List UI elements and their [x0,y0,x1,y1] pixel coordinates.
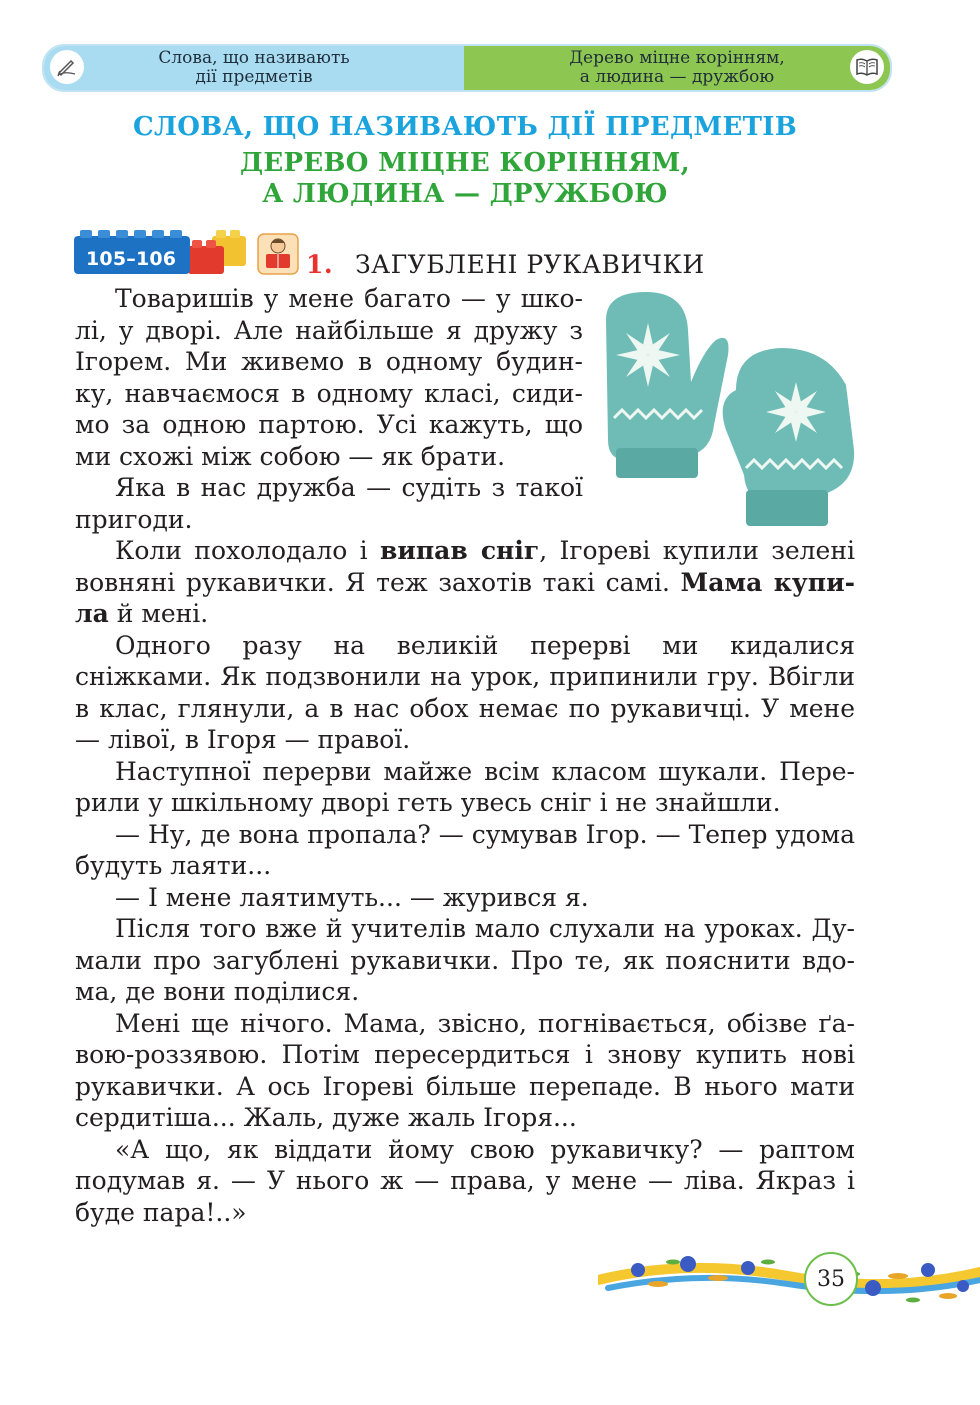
floral-ribbon-ornament [598,1248,980,1310]
header-right-line1: Дерево міцне корінням, [569,48,785,68]
p3-text-a: Коли похолодало і [115,536,380,565]
story-paragraph-10: «А що, як віддати йому свою рукавичку? — раптом подумав я. — У нього ж — права, у мене — ліва. Якраз і буде пара!..» [75,1134,855,1227]
story-paragraph-8: Після того вже й учителів мало слухали на уроках. Думали про загублені рукавички. Про те, як пояснити вдома, де вони поділися. [75,914,855,1006]
subtitle-line1: ДЕРЕВО МІЦНЕ КОРІННЯМ, [240,148,690,178]
story-paragraph-9: Мені ще нічого. Мама, звісно, погнівається, обізве ґавою-роззявою. Потім пересердиться і знову купить нові рукавички. А ось Ігореві більше перепаде. В нього мати сердитіша... Жаль, дуже жаль Ігоря... [75,1008,855,1132]
subtitle-line2: А ЛЮДИНА — ДРУЖБОЮ [262,179,668,209]
header-left-text [158,49,349,87]
p3-bold-phrase-2: Мама купила [75,567,855,628]
header-right-line2: а людина — дружбою [579,67,775,87]
header-right-section [464,46,890,90]
story-paragraph-7: — І мене лаятимуть... — журився я. [115,882,589,912]
story-text [75,283,855,1228]
task-heading [306,250,705,279]
header-left-line1: Слова, що називають [158,48,350,68]
page-number: 35 [804,1252,858,1306]
lesson-number: 105–106 [86,248,177,270]
task-number: 1. [306,250,334,279]
p3-text-e: й мені. [108,599,209,628]
p3-bold-phrase-1: випав сніг [379,536,540,565]
header-right-text [569,49,785,87]
story-paragraph-4: Одного разу на великій перерві ми кидалися сніжками. Як подзвонили на урок, припинили гру. Вбігли в клас, глянули, а в нас обох немає по рукавичці. У мене — лівої, в Ігоря — правої. [75,630,855,754]
story-paragraph-1: Товаришів у мене багато — у школі, у дворі. Але найбільше я дружу з Ігорем. Ми живемо в одному будинку, навчаємося в одному класі, сидимо за одною партою. Усі кажуть, що ми схожі між собою — як брати. [75,284,583,471]
p3-text-c: , Ігореві купили зелені вовняні рукавички. Я теж захотів такі самі. [75,536,855,597]
pen-writing-icon [50,50,84,84]
header-left-line2: дії предметів [195,67,313,87]
story-paragraph-6: — Ну, де вона пропала? — сумував Ігор. — Тепер удома будуть лаяти... [75,819,855,880]
story-paragraph-3 [75,535,855,630]
page-title: СЛОВА, ЩО НАЗИВАЮТЬ ДІЇ ПРЕДМЕТІВ [133,112,797,142]
header-bar [42,44,892,92]
story-paragraph-5: Наступної перерви майже всім класом шукали. Перерили у шкільному дворі геть увесь сніг і не знайшли. [75,756,855,817]
task-title: ЗАГУБЛЕНІ РУКАВИЧКИ [355,250,705,279]
lesson-badge [72,226,312,278]
story-paragraph-2: Яка в нас дружба — судіть з такої пригоди. [75,473,583,534]
page-subtitle [0,148,930,210]
open-book-icon [850,50,884,84]
header-left-section [44,46,464,90]
